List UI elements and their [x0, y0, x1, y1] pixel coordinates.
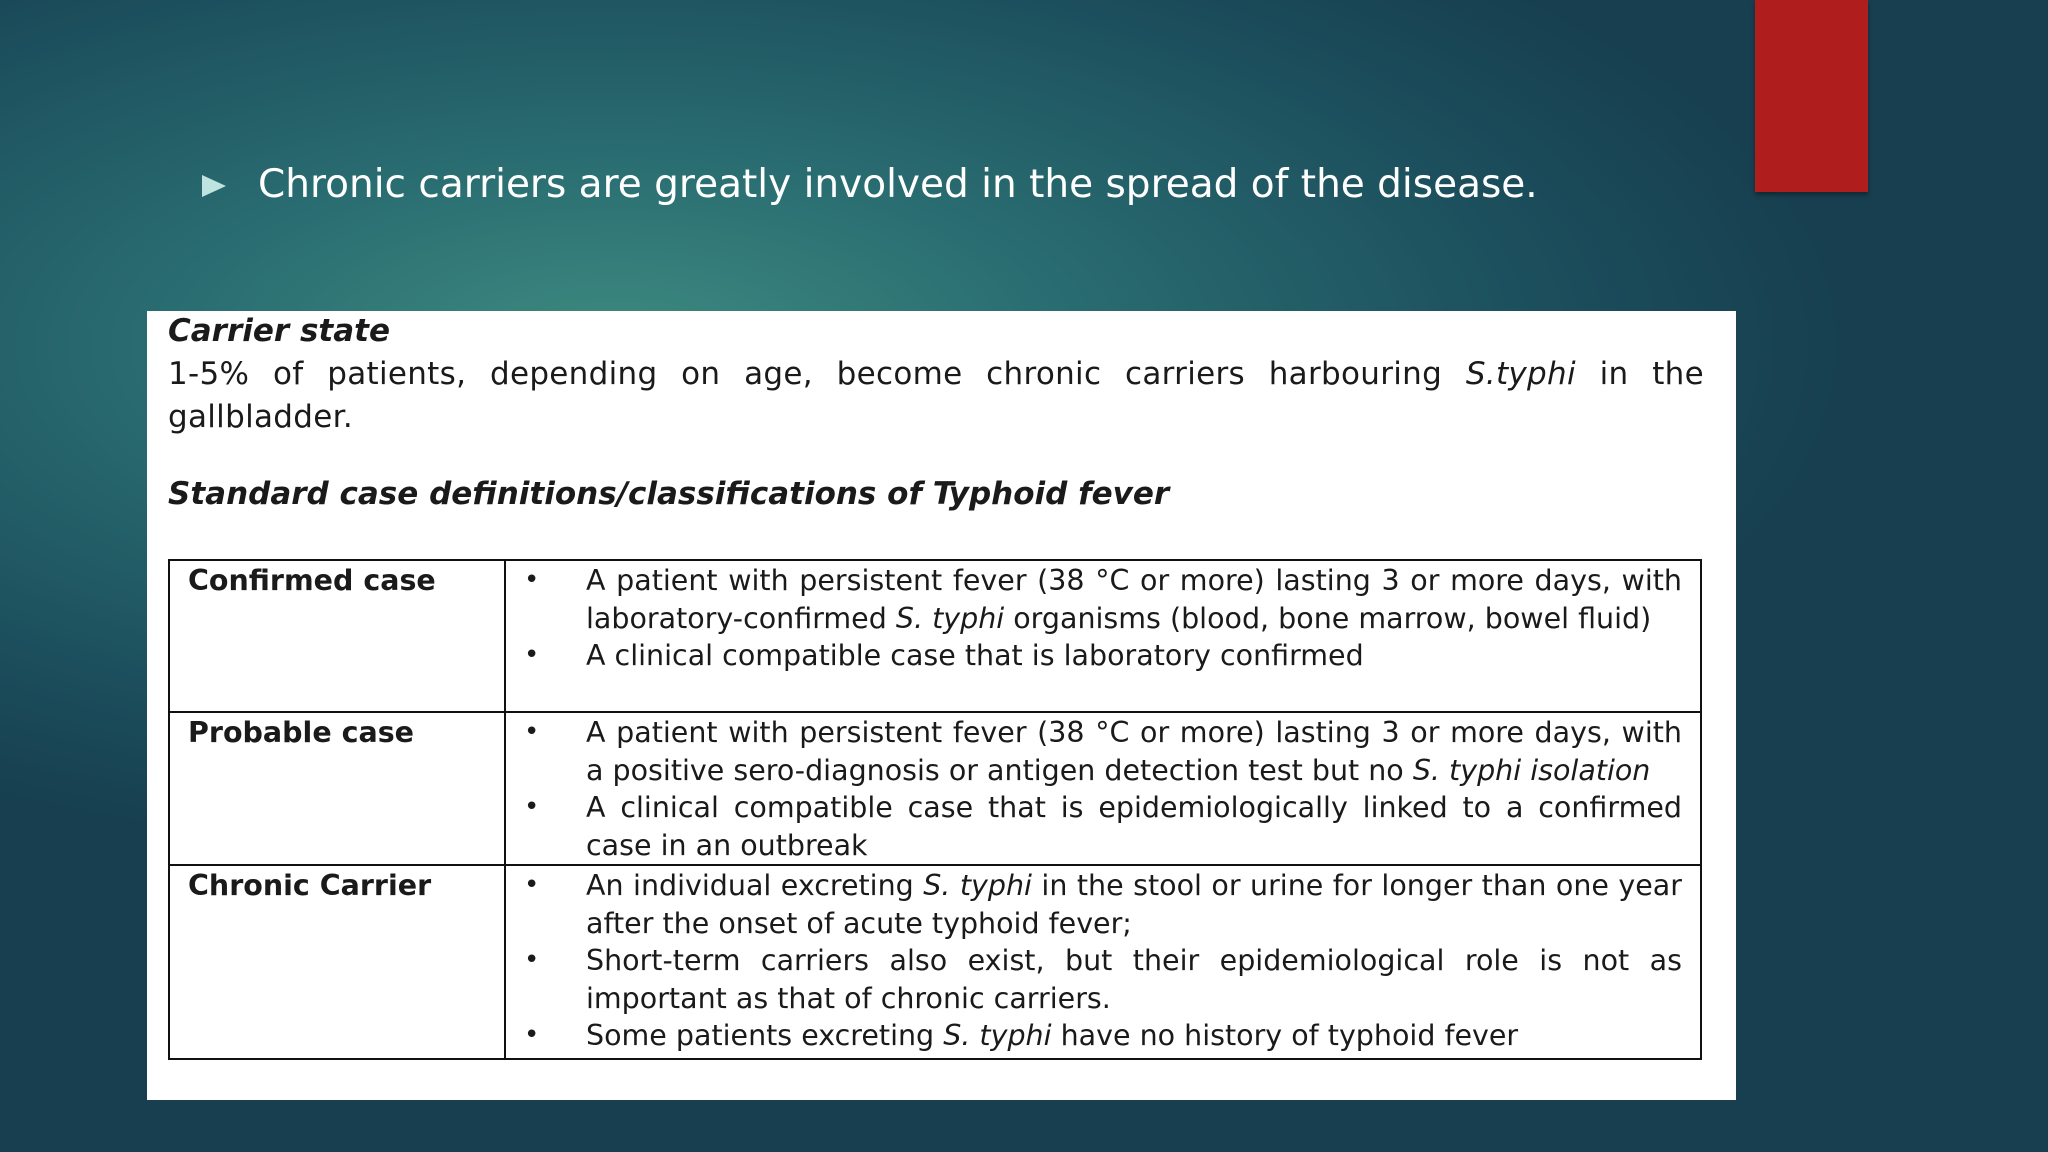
list-item: • A patient with persistent fever (38 °C or more) lasting 3 or more days, with a positive sero-diagnosis or antigen detection test but no S. typhi isolation [506, 714, 1682, 789]
slide-bullet [202, 162, 1538, 207]
list-item: • A clinical compatible case that is laboratory confirmed [506, 637, 1682, 675]
case-label: Confirmed case [169, 560, 505, 712]
case-definitions [505, 865, 1701, 1059]
carrier-text-part: in the gallbladder. [168, 356, 1704, 435]
list-item: • Short-term carriers also exist, but their epidemiological role is not as important as that of chronic carriers. [506, 942, 1682, 1017]
case-label: Probable case [169, 712, 505, 865]
case-definitions-table [168, 559, 1702, 1060]
case-definitions [505, 560, 1701, 712]
triangle-bullet-icon [202, 175, 226, 197]
slide-bullet-text: Chronic carriers are greatly involved in the spread of the disease. [258, 162, 1538, 207]
document-image [147, 311, 1736, 1100]
case-definitions [505, 712, 1701, 865]
carrier-state-text [168, 353, 1704, 439]
standard-definitions-heading: Standard case definitions/classifications of Typhoid fever [168, 476, 1170, 512]
accent-bar [1755, 0, 1868, 192]
carrier-text-part: 1-5% of patients, depending on age, become chronic carriers harbouring [168, 356, 1466, 392]
list-item: • An individual excreting S. typhi in the stool or urine for longer than one year after the onset of acute typhoid fever; [506, 867, 1682, 942]
case-label: Chronic Carrier [169, 865, 505, 1059]
list-item: • Some patients excreting S. typhi have no history of typhoid fever [506, 1017, 1682, 1055]
list-item: • A clinical compatible case that is epidemiologically linked to a confirmed case in an outbreak [506, 789, 1682, 864]
table-row [169, 865, 1701, 1059]
carrier-state-heading: Carrier state [168, 313, 391, 349]
table-row [169, 560, 1701, 712]
carrier-text-organism: S.typhi [1465, 356, 1576, 392]
table-row [169, 712, 1701, 865]
list-item: • A patient with persistent fever (38 °C or more) lasting 3 or more days, with laboratory-confirmed S. typhi organisms (blood, bone marrow, bowel fluid) [506, 562, 1682, 637]
